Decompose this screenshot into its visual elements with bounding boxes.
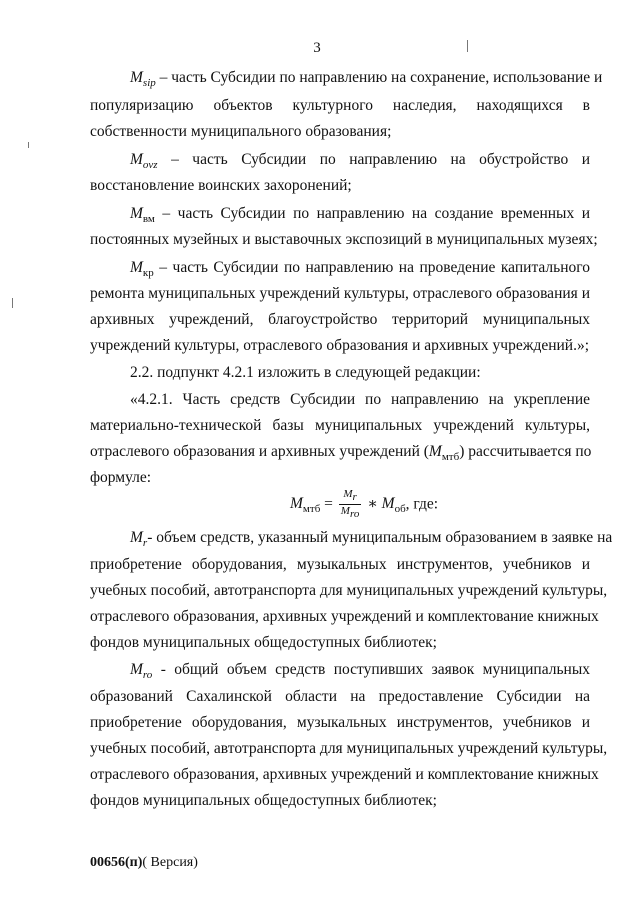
paragraph-mr-line-1: $M_r-$ объем средств, указанный муниципальным образованием в заявке на (130, 529, 613, 550)
paragraph-mro-line-6: фондов муниципальных общедоступных библиотек; (90, 792, 437, 809)
paragraph-2-2: 2.2. подпункт 4.2.1 изложить в следующей редакции: (130, 364, 481, 381)
var-mkr: $M_{кр}$ (130, 259, 154, 280)
paragraph-movz-line-1: $M_{ovz}$ – часть Субсидии по направлению на обустройство и (130, 151, 590, 172)
paragraph-mro-line-3: приобретение оборудования, музыкальных инструментов, учебников и (90, 714, 590, 731)
paragraph-4-2-1-line-2: материально-технической базы муниципальных учреждений культуры, (90, 417, 590, 434)
paragraph-mkr-line-4: учреждений культуры, отраслевого образования и архивных учреждений.»; (90, 337, 590, 354)
paragraph-mro-line-4: учебных пособий, автотранспорта для муниципальных учреждений культуры, (90, 740, 608, 757)
scan-mark (467, 40, 468, 52)
paragraph-mro-line-1: $M_{ro}$ - общий объем средств поступивших заявок муниципальных (130, 661, 590, 682)
paragraph-mr-line-3: учебных пособий, автотранспорта для муниципальных учреждений культуры, (90, 582, 608, 599)
var-mvm: $M_{вм}$ (130, 205, 155, 226)
page-number: 3 (313, 40, 321, 56)
paragraph-mkr-line-2: ремонта муниципальных учреждений культуры, отраслевого образования и (90, 285, 590, 302)
paragraph-4-2-1-line-4: формуле: (90, 469, 152, 486)
paragraph-mr-line-2: приобретение оборудования, музыкальных инструментов, учебников и (90, 556, 590, 573)
var-mr: $M_r$ (130, 529, 148, 550)
paragraph-mr-line-4: отраслевого образования, архивных учреждений и комплектование книжных (90, 608, 599, 625)
paragraph-msip-line-1: $M_{sip}$ – часть Субсидии по направлению на сохранение, использование и (130, 69, 603, 90)
formula-fraction: $\frac{M_r}{M_{ro}}$ (340, 488, 360, 521)
paragraph-mvm-line-1: $M_{вм}$ – часть Субсидии по направлению на создание временных и (130, 205, 590, 226)
paragraph-mro-line-2: образований Сахалинской области на предоставление Субсидии на (90, 688, 590, 705)
paragraph-mvm-line-2: постоянных музейных и выставочных экспозиций в муниципальных музеях; (90, 231, 598, 248)
scan-mark (28, 142, 29, 148)
paragraph-mr-line-5: фондов муниципальных общедоступных библиотек; (90, 634, 437, 651)
paragraph-mkr-line-1: $M_{кр}$ – часть Субсидии по направлению на проведение капитального (130, 259, 590, 280)
paragraph-movz-line-2: восстановление воинских захоронений; (90, 177, 352, 194)
var-mro: $M_{ro}$ (130, 661, 153, 682)
paragraph-msip-line-3: собственности муниципального образования; (90, 123, 392, 140)
var-msip: $M_{sip}$ (130, 69, 156, 90)
paragraph-mkr-line-3: архивных учреждений, благоустройство территорий муниципальных (90, 311, 590, 328)
var-mmtb: $M_{мтб}$ (428, 443, 460, 464)
var-movz: $M_{ovz}$ (130, 151, 158, 172)
paragraph-4-2-1-line-3: отраслевого образования и архивных учреждений $(M_{мтб})$ рассчитывается по (90, 443, 592, 464)
footer-version: 00656(п)( Версия) (90, 855, 198, 870)
paragraph-mro-line-5: отраслевого образования, архивных учреждений и комплектование книжных (90, 766, 599, 783)
formula: $M_{мтб}$ = $\frac{M_r}{M_{ro}}$ ∗ $M_{об}$, где: (290, 488, 439, 521)
paragraph-msip-line-2: популяризацию объектов культурного наследия, находящихся в (90, 97, 590, 114)
scan-mark (12, 298, 13, 308)
paragraph-4-2-1-line-1: «4.2.1. Часть средств Субсидии по направлению на укрепление (130, 391, 590, 408)
